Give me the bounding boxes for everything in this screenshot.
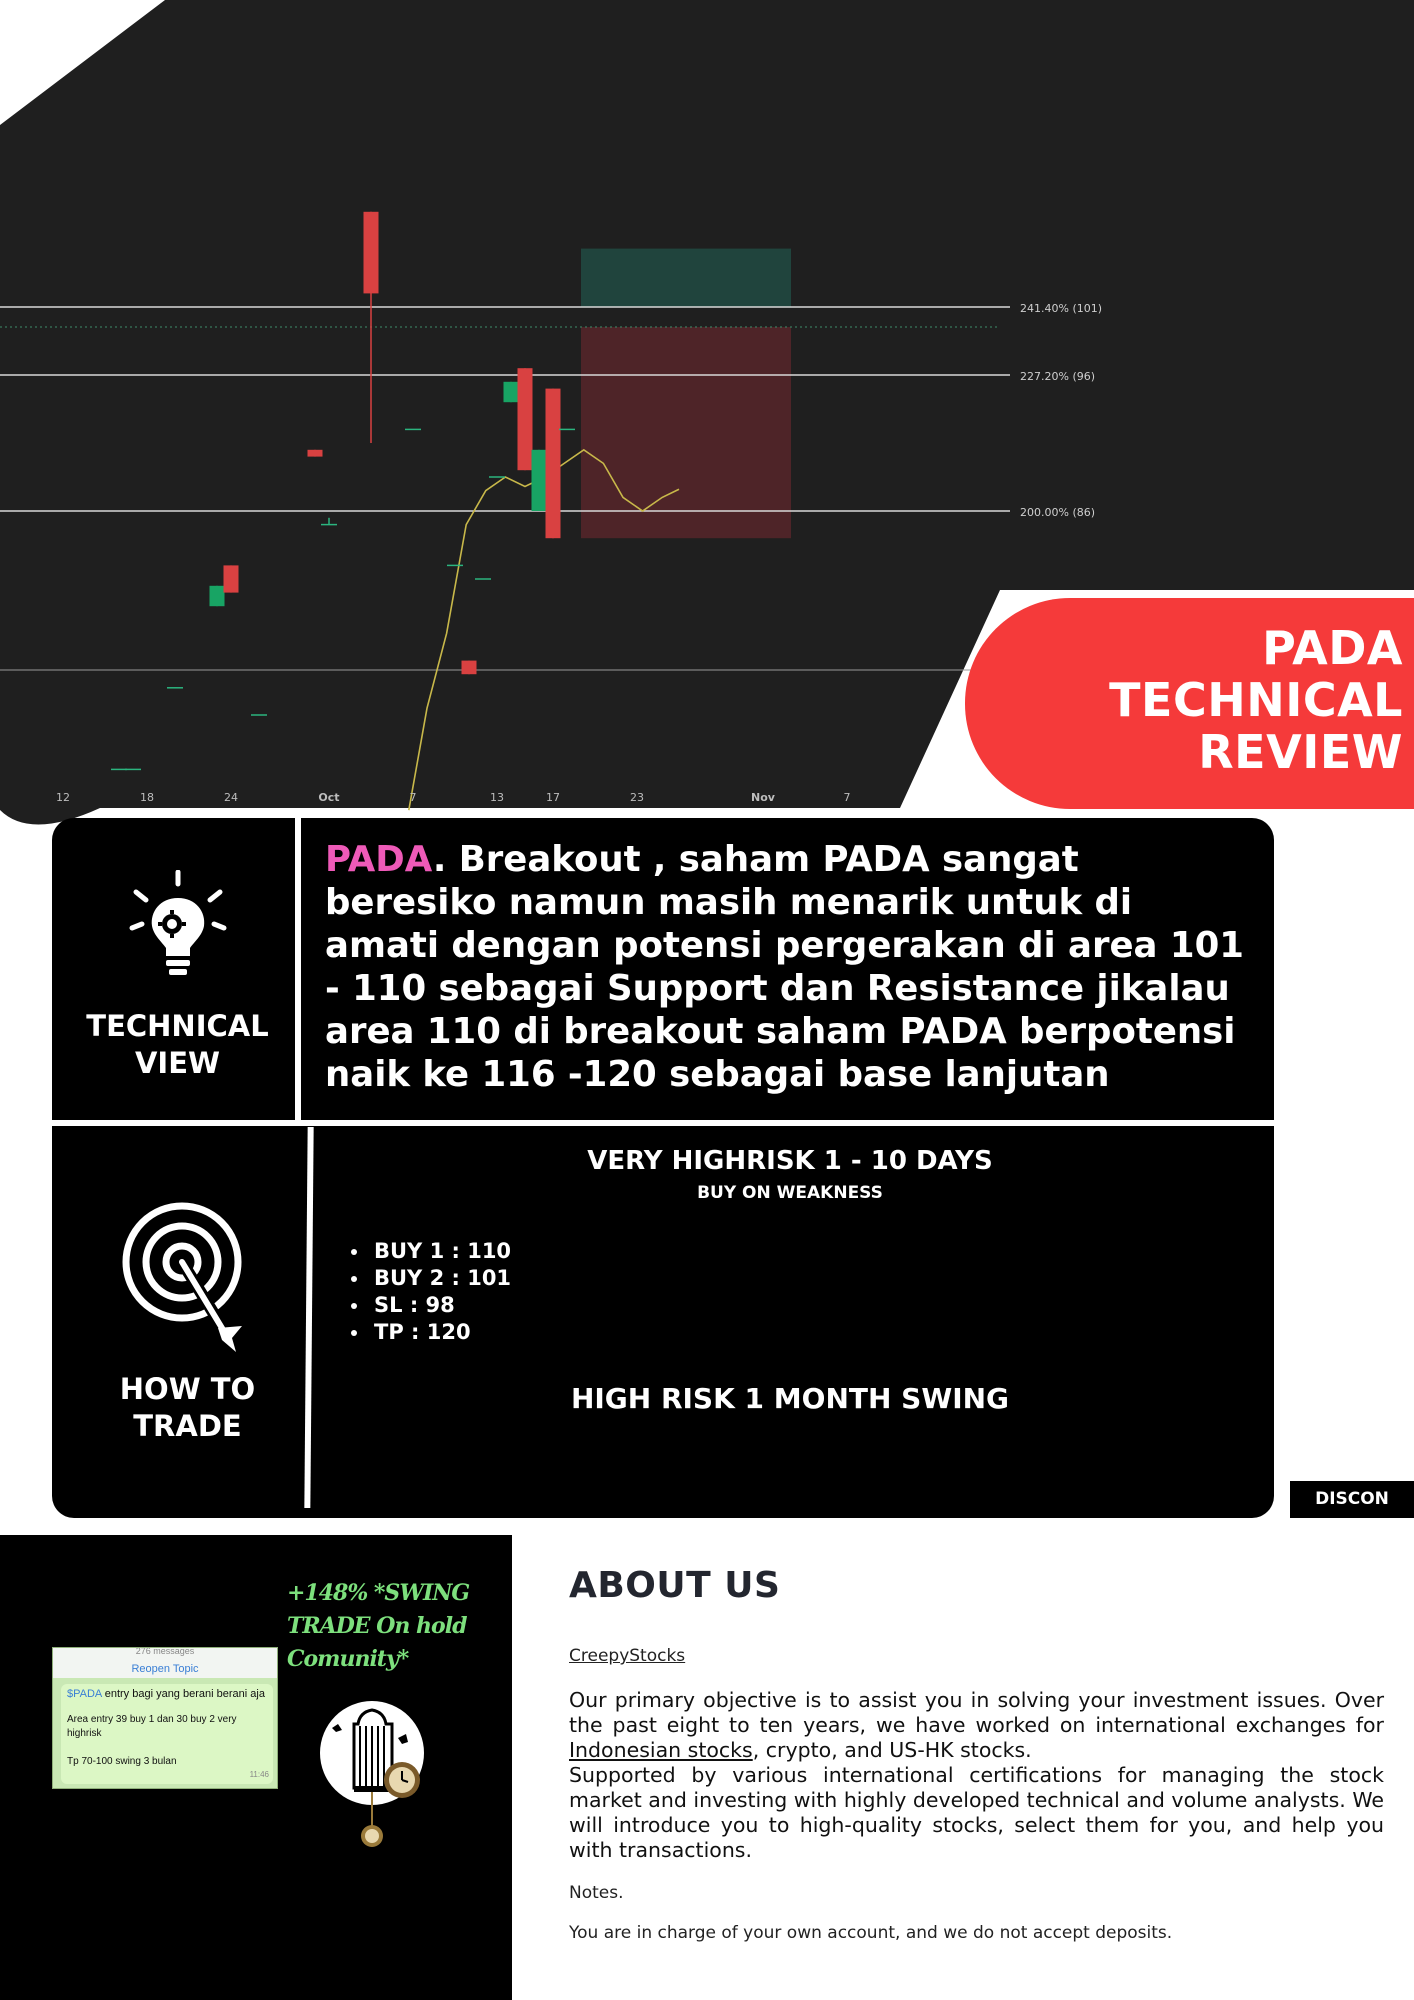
candle-body xyxy=(462,661,477,675)
about-title: ABOUT US xyxy=(569,1565,781,1606)
x-tick-label: Oct xyxy=(318,791,340,804)
x-tick-label: 17 xyxy=(546,791,560,804)
stop-zone xyxy=(581,327,791,538)
title-line-2: TECHNICAL xyxy=(1109,673,1403,727)
chat-ticker-tag: $PADA xyxy=(67,1688,102,1700)
about-p1-a: Our primary objective is to assist you in solving your investment issues. Over the past eight to ten years, we have worked on international exchanges for xyxy=(569,1688,1384,1737)
creepystocks-link[interactable]: CreepyStocks xyxy=(569,1646,686,1666)
technical-view-label-line1: TECHNICAL xyxy=(86,1009,269,1043)
chat-message-count: 276 messages xyxy=(135,1647,195,1656)
title-line-1: PADA xyxy=(1262,621,1403,675)
x-tick-label: 13 xyxy=(490,791,504,804)
about-paragraph-1 xyxy=(569,1688,1384,1763)
candle-body xyxy=(504,382,519,402)
x-tick-label: 7 xyxy=(843,791,851,804)
notes-text: You are in charge of your own account, and we do not accept deposits. xyxy=(569,1923,1173,1943)
technical-view-label-line2: VIEW xyxy=(134,1046,221,1080)
trade-item: • TP : 120 xyxy=(370,1319,511,1346)
about-p1-b: , crypto, and US-HK stocks. xyxy=(752,1738,1032,1762)
how-to-trade-label-line2: TRADE xyxy=(133,1409,242,1443)
candle-body xyxy=(224,565,239,592)
level-label: 200.00% (86) xyxy=(1020,506,1096,519)
trade-item: • SL : 98 xyxy=(370,1292,511,1319)
chat-reopen-topic: Reopen Topic xyxy=(131,1663,199,1675)
how-to-trade-label-line1: HOW TO xyxy=(119,1372,256,1406)
x-tick-label: 18 xyxy=(140,791,154,804)
trade-item: • BUY 2 : 101 xyxy=(370,1265,511,1292)
candle-body xyxy=(364,212,379,294)
trade-subtitle: BUY ON WEAKNESS xyxy=(697,1183,883,1203)
x-tick-label: 7 xyxy=(409,791,417,804)
divider-vertical-top xyxy=(295,818,301,1120)
technical-view-label xyxy=(70,1008,285,1082)
x-tick-label: Nov xyxy=(751,791,775,804)
level-label: 227.20% (96) xyxy=(1020,370,1096,383)
x-tick-label: 23 xyxy=(630,791,644,804)
x-tick-label: 12 xyxy=(56,791,70,804)
chat-line-1-text: entry bagi yang berani berani aja xyxy=(101,1688,265,1700)
trade-item: • BUY 1 : 110 xyxy=(370,1238,511,1265)
chat-line-1 xyxy=(67,1688,265,1700)
creepystocks-logo xyxy=(314,1698,434,1858)
about-paragraph-2: Supported by various international certifications for managing the stock market and investing with highly developed technical and volume analysts. We will introduce you to high-quality stocks, select them for you, and help you with transactions. xyxy=(569,1763,1384,1862)
candle-body xyxy=(210,586,225,606)
chat-timestamp: 11:46 xyxy=(249,1770,269,1779)
chat-bubble xyxy=(61,1684,273,1784)
how-to-trade-label xyxy=(80,1371,295,1445)
chat-line-2: Area entry 39 buy 1 dan 30 buy 2 very xyxy=(67,1714,237,1725)
indonesian-stocks-link[interactable]: Indonesian stocks xyxy=(569,1738,753,1762)
chat-line-4: Tp 70-100 swing 3 bulan xyxy=(67,1756,177,1767)
candle-body xyxy=(518,368,533,470)
target-zone xyxy=(581,249,791,307)
candle-body xyxy=(532,450,547,511)
about-body xyxy=(569,1688,1384,1863)
divider-horizontal xyxy=(52,1120,1274,1126)
x-tick-label: 24 xyxy=(224,791,238,804)
title-badge xyxy=(965,598,1414,809)
ticker-highlight: PADA xyxy=(325,839,433,880)
chat-line-3: highrisk xyxy=(67,1728,102,1739)
candle-body xyxy=(546,389,561,539)
trade-list xyxy=(340,1238,511,1346)
candle-body xyxy=(308,450,323,457)
discon-badge: DISCON xyxy=(1290,1481,1414,1518)
target-icon xyxy=(118,1200,248,1355)
promo-text: +148% *SWING TRADE On hold Comunity* xyxy=(287,1580,470,1672)
trade-swing: HIGH RISK 1 MONTH SWING xyxy=(570,1382,1010,1415)
lightbulb-icon xyxy=(128,870,228,982)
level-label: 241.40% (101) xyxy=(1020,302,1103,315)
chat-header xyxy=(53,1648,277,1678)
technical-view-body: . Breakout , saham PADA sangat beresiko namun masih menarik untuk di amati dengan potensi pergerakan di area 101 - 110 sebagai Support dan Resistance jikalau area 110 di breakout saham PADA berpotensi naik ke 116 -120 sebagai base lanjutan xyxy=(325,839,1244,1095)
trade-title: VERY HIGHRISK 1 - 10 DAYS xyxy=(587,1146,993,1176)
notes-label: Notes. xyxy=(569,1883,624,1903)
chat-screenshot xyxy=(52,1647,278,1789)
title-line-3: REVIEW xyxy=(1198,725,1403,779)
technical-view-text xyxy=(325,838,1255,1096)
